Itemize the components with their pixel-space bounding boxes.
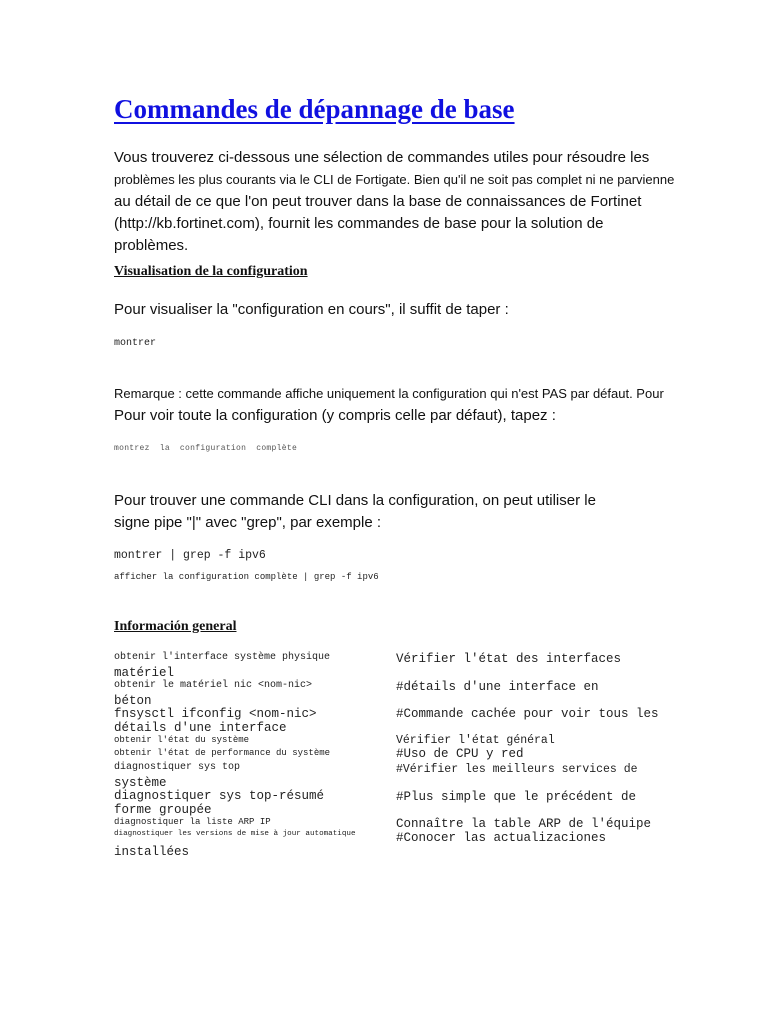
page-title[interactable]: Commandes de dépannage de base [114,94,515,124]
command-description: #Vérifier les meilleurs services de [396,763,638,776]
command-item: obtenir l'interface système physique [114,652,331,663]
command-description: #détails d'une interface en [396,680,599,694]
intro-line: (http://kb.fortinet.com), fournit les commandes de base pour la solution de [114,215,604,232]
intro-line: problèmes. [114,237,189,254]
command-item: béton [114,694,152,708]
command-item: installées [114,845,190,859]
command-item: matériel [114,666,175,680]
command-item: fnsysctl ifconfig <nom-nic> [114,707,317,721]
command-item: diagnostiquer sys top [114,762,241,773]
command-item: forme groupée [114,803,212,817]
command-item: obtenir l'état du système [114,735,250,745]
command-description: #Commande cachée pour voir tous les [396,707,659,721]
command-description: Connaître la table ARP de l'équipe [396,817,652,831]
command-description: #Conocer las actualizaciones [396,831,607,845]
command-show: montrer [114,338,157,349]
config-instruction: Pour visualiser la "configuration en cours", il suffit de taper : [114,301,509,318]
intro-line: problèmes les plus courants via le CLI de Fortigate. Bien qu'il ne soit pas complet ni ne parvienne [114,172,675,187]
grep-instruction: signe pipe "|" avec "grep", par exemple : [114,514,382,531]
command-description: Vérifier l'état des interfaces [396,652,622,666]
command-grep-full: afficher la configuration complète | grep -f ipv6 [114,572,379,582]
remark-line: Remarque : cette commande affiche uniquement la configuration qui n'est PAS par défaut. Pour [114,386,664,401]
command-description: #Plus simple que le précédent de [396,790,637,804]
command-item: obtenir le matériel nic <nom-nic> [114,680,313,691]
intro-line: Vous trouverez ci-dessous une sélection de commandes utiles pour résoudre les [114,149,650,166]
command-item: détails d'une interface [114,721,287,735]
intro-line: au détail de ce que l'on peut trouver dans la base de connaissances de Fortinet [114,193,642,210]
command-item: obtenir l'état de performance du système [114,748,331,758]
command-item: diagnostiquer les versions de mise à jour automatique [114,830,356,838]
command-item: diagnostiquer sys top-résumé [114,789,325,803]
remark-line: Pour voir toute la configuration (y compris celle par défaut), tapez : [114,407,556,424]
command-item: diagnostiquer la liste ARP IP [114,817,271,827]
grep-instruction: Pour trouver une commande CLI dans la configuration, on peut utiliser le [114,492,596,509]
command-show-full: montrez la configuration complète [114,444,298,453]
command-grep: montrer | grep -f ipv6 [114,549,266,562]
command-description: #Uso de CPU y red [396,747,524,761]
section-heading-general: Información general [114,619,237,634]
command-item: système [114,776,167,790]
section-heading-config: Visualisation de la configuration [114,264,308,279]
command-description: Vérifier l'état général [396,734,555,747]
